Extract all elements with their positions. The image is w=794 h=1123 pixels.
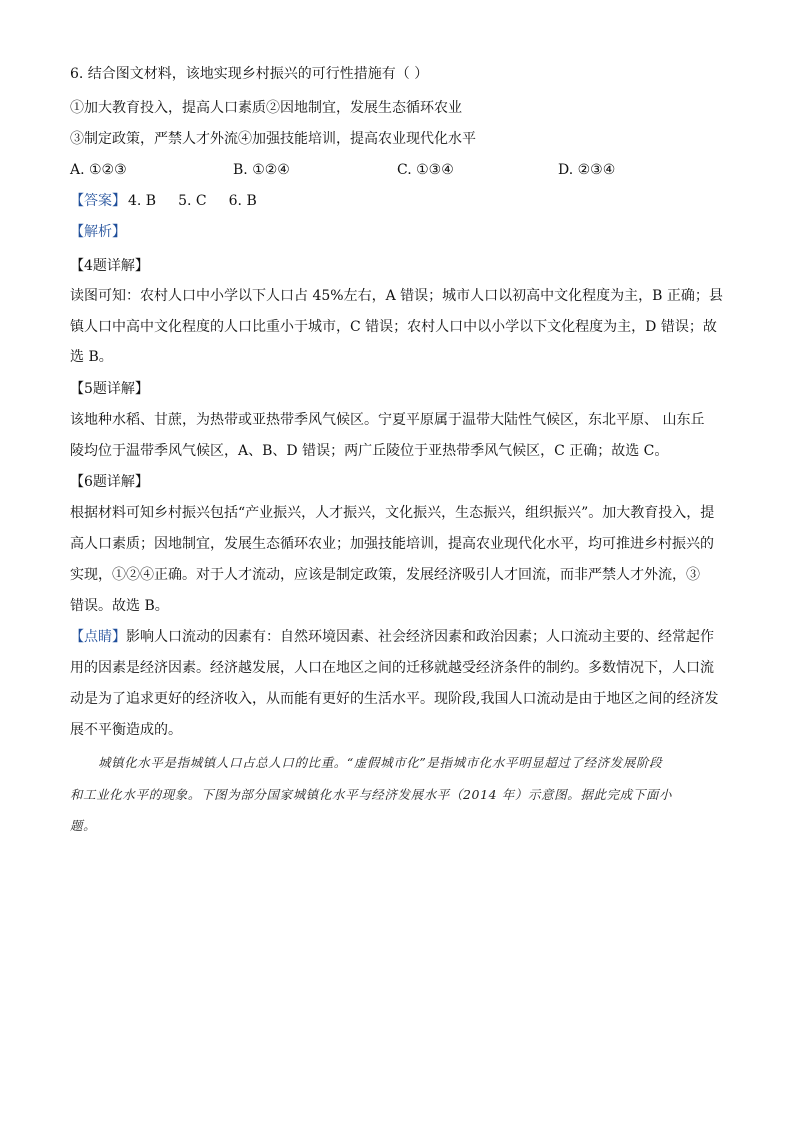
answer-label: 【答案】: [70, 193, 126, 209]
q4-line-3: 选 B。: [70, 349, 113, 365]
q5-line-2: 陵均位于温带季风气候区，A、B、D 错误；两广丘陵位于亚热带季风气候区，C 正确；故选 C。: [70, 443, 669, 459]
point-line-2: 用的因素是经济因素。经济越发展，人口在地区之间的迁移就越受经济条件的制约。多数情况下，人口流: [70, 660, 714, 676]
q4-line-2: 镇人口中高中文化程度的人口比重小于城市，C 错误；农村人口中以小学以下文化程度为主，D 错误；故: [70, 319, 717, 335]
answer-6: 6. B: [228, 193, 257, 209]
q6-line-1: 根据材料可知乡村振兴包括“产业振兴，人才振兴，文化振兴，生态振兴，组织振兴”。加大教育投入，提: [70, 505, 715, 521]
q6-line-3: 实现，①②④正确。对于人才流动，应该是制定政策，发展经济吸引人才回流，而非严禁人才外流，③: [70, 567, 700, 583]
point-line-4: 展不平衡造成的。: [70, 722, 182, 738]
q4-header: 【4题详解】: [70, 258, 149, 274]
point-text-first: 影响人口流动的因素有：自然环境因素、社会经济因素和政治因素；人口流动主要的、经常起作: [126, 629, 714, 645]
material-line-1: 城镇化水平是指城镇人口占总人口的比重。“虚假城市化”是指城市化水平明显超过了经济发展阶段: [98, 755, 663, 770]
q6-line-2: 高人口素质；因地制宜，发展生态循环农业；加强技能培训，提高农业现代化水平，均可推进乡村振兴的: [70, 536, 714, 552]
q6-header: 【6题详解】: [70, 474, 149, 490]
option-b: B. ①②④: [233, 162, 290, 178]
q5-line-1: 该地种水稻、甘蔗，为热带或亚热带季风气候区。宁夏平原属于温带大陆性气候区，东北平原、 山东丘: [70, 412, 705, 428]
answer-4: 4. B: [128, 193, 157, 209]
q6-line-4: 错误。故选 B。: [70, 598, 169, 614]
point-line-1: [70, 627, 714, 647]
analysis-label: 【解析】: [70, 224, 126, 240]
q5-header: 【5题详解】: [70, 381, 149, 397]
point-label: 【点睛】: [70, 629, 126, 645]
question-6-statement-line-1: ①加大教育投入，提高人口素质②因地制宜，发展生态循环农业: [70, 100, 462, 116]
material-line-3: 题。: [70, 818, 97, 833]
answer-line: [70, 191, 257, 211]
answer-5: 5. C: [178, 193, 207, 209]
option-a: A. ①②③: [70, 162, 127, 178]
option-c: C. ①③④: [397, 162, 454, 178]
question-6-statement-line-2: ③制定政策，严禁人才外流④加强技能培训，提高农业现代化水平: [70, 131, 476, 147]
option-d: D. ②③④: [558, 162, 616, 178]
point-line-3: 动是为了追求更好的经济收入，从而能有更好的生活水平。现阶段,我国人口流动是由于地区之间的经济发: [70, 691, 719, 707]
q4-line-1: 读图可知：农村人口中小学以下人口占 45%左右，A 错误；城市人口以初高中文化程度为主，B 正确；县: [70, 288, 723, 304]
question-6-stem: 6. 结合图文材料，该地实现乡村振兴的可行性措施有（ ）: [70, 66, 429, 82]
material-line-2: 和工业化水平的现象。下图为部分国家城镇化水平与经济发展水平（2014 年）示意图。据此完成下面小: [70, 787, 673, 802]
